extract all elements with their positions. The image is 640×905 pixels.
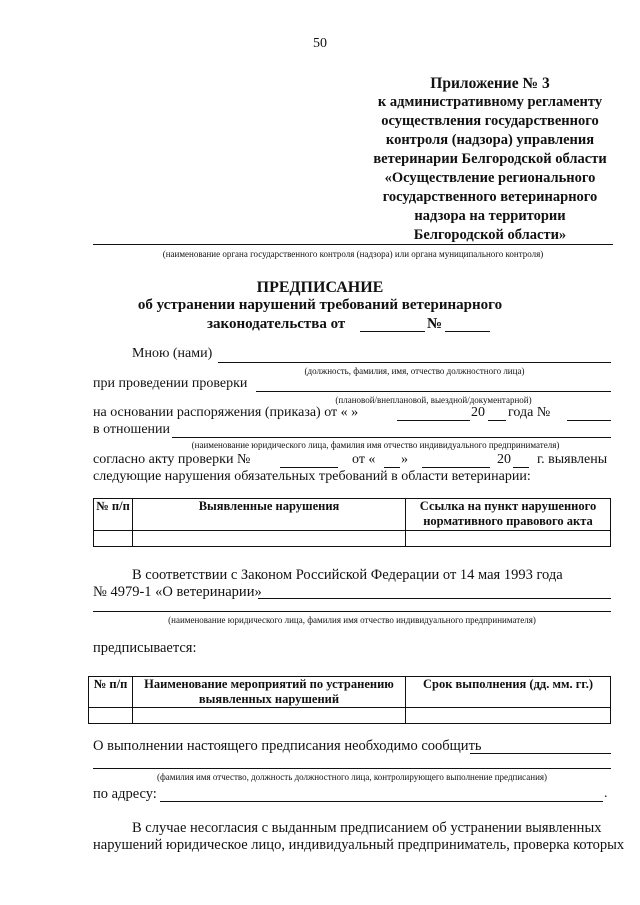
act-line2: следующие нарушения обязательных требований в области ветеринарии:	[93, 469, 531, 484]
table-header-cell: Ссылка на пункт нарушенного нормативного правового акта	[406, 499, 611, 531]
regarding-label: в отношении	[93, 422, 171, 437]
by-me-field[interactable]	[218, 362, 611, 363]
act-from-label: от «	[352, 452, 376, 467]
regarding-field[interactable]	[172, 437, 611, 438]
document-subtitle: об устранении нарушений требований ветеринарного	[137, 297, 503, 313]
basis-order-year-prefix: 20	[471, 405, 485, 420]
basis-order-year-label: года №	[508, 405, 551, 420]
document-number-label: №	[427, 316, 443, 332]
by-me-label: Мною (нами)	[132, 346, 213, 361]
act-number-field[interactable]	[280, 467, 338, 468]
prescribed-label: предписывается:	[93, 640, 197, 656]
report-caption: (фамилия имя отчество, должность должностного лица, контролирующего выполнение предписания)	[156, 772, 548, 782]
law-field-line2[interactable]	[93, 611, 611, 612]
closing-line2: нарушений юридическое лицо, индивидуальный предприниматель, проверка которых	[93, 837, 625, 853]
law-field[interactable]	[258, 598, 611, 599]
basis-order-year-field[interactable]	[488, 420, 506, 421]
act-quote-close: »	[401, 452, 408, 467]
table-header-cell: № п/п	[94, 499, 133, 531]
table-cell[interactable]	[94, 531, 133, 547]
table-cell[interactable]	[89, 708, 133, 724]
address-end: .	[604, 786, 608, 801]
table-cell[interactable]	[133, 531, 406, 547]
document-number-field[interactable]	[445, 331, 490, 332]
during-check-caption: (плановой/внеплановой, выездной/документарной)	[335, 395, 532, 405]
table-header-cell: Срок выполнения (дд. мм. гг.)	[406, 677, 611, 708]
law-line2: № 4979-1 «О ветеринарии»	[93, 584, 262, 600]
table-header-cell: Наименование мероприятий по устранению выявленных нарушений	[133, 677, 406, 708]
by-me-caption: (должность, фамилия, имя, отчество должностного лица)	[304, 366, 525, 376]
report-field-line2[interactable]	[93, 768, 611, 769]
act-month-field[interactable]	[422, 467, 490, 468]
measures-table	[88, 676, 611, 724]
appendix-line: государственного ветеринарного	[382, 189, 598, 205]
law-line1: В соответствии с Законом Российской Федерации от 14 мая 1993 года	[132, 567, 563, 583]
table-cell[interactable]	[406, 531, 611, 547]
basis-order-date-field[interactable]	[397, 420, 470, 421]
appendix-line: контроля (надзора) управления	[385, 132, 595, 148]
during-check-field[interactable]	[256, 391, 611, 392]
page-number: 50	[313, 36, 327, 51]
regarding-caption: (наименование юридического лица, фамилия имя отчество индивидуального предпринимателя)	[191, 440, 560, 450]
basis-order-number-field[interactable]	[567, 420, 611, 421]
document-title: ПРЕДПИСАНИЕ	[256, 279, 384, 296]
during-check-label: при проведении проверки	[93, 376, 248, 391]
table-header-row	[89, 677, 611, 708]
table-header-cell: № п/п	[89, 677, 133, 708]
closing-line1: В случае несогласия с выданным предписанием об устранении выявленных	[132, 820, 602, 836]
report-label: О выполнении настоящего предписания необходимо сообщить	[93, 738, 482, 754]
violations-table	[93, 498, 611, 547]
document-subtitle-date-label: законодательства от	[207, 316, 346, 332]
appendix-line: надзора на территории	[414, 208, 566, 224]
table-header-row	[94, 499, 611, 531]
act-day-field[interactable]	[384, 467, 400, 468]
appendix-line: к административному регламенту	[377, 94, 603, 110]
appendix-line: «Осуществление регионального	[384, 170, 596, 186]
law-caption: (наименование юридического лица, фамилия имя отчество индивидуального предпринимателя)	[168, 615, 536, 625]
appendix-line: Приложение № 3	[430, 75, 550, 92]
table-header-cell: Выявленные нарушения	[133, 499, 406, 531]
table-cell[interactable]	[406, 708, 611, 724]
table-row	[89, 708, 611, 724]
appendix-line: Белгородской области»	[413, 227, 567, 243]
address-field[interactable]	[160, 801, 603, 802]
table-cell[interactable]	[133, 708, 406, 724]
authority-line[interactable]	[93, 244, 613, 245]
act-label: согласно акту проверки №	[93, 452, 251, 467]
basis-order-label: на основании распоряжения (приказа) от « »	[93, 405, 359, 420]
table-row	[94, 531, 611, 547]
report-field[interactable]	[470, 753, 611, 754]
authority-caption: (наименование органа государственного контроля (надзора) или органа муниципального контроля)	[162, 249, 544, 259]
address-label: по адресу:	[93, 786, 157, 802]
act-year-prefix: 20	[497, 452, 511, 467]
act-year-field[interactable]	[513, 467, 529, 468]
appendix-line: осуществления государственного	[381, 113, 599, 129]
document-date-field[interactable]	[360, 331, 425, 332]
appendix-block	[370, 74, 610, 245]
act-suffix: г. выявлены	[537, 452, 608, 467]
appendix-line: ветеринарии Белгородской области	[373, 151, 607, 167]
